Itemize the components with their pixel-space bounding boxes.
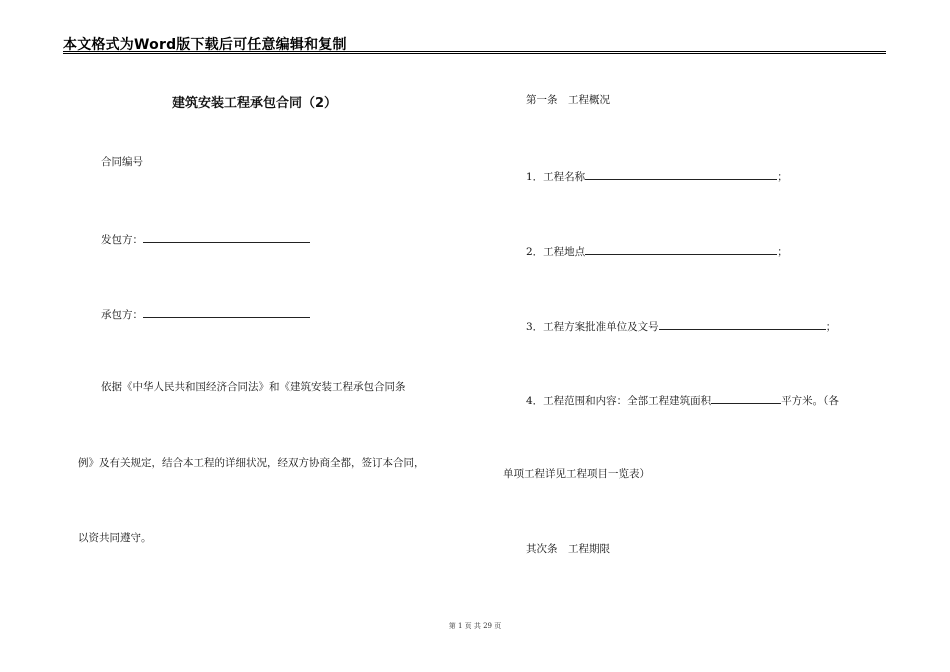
party-b-label: 承包方： <box>101 309 143 321</box>
paragraph-line-2: 例》及有关规定，结合本工程的详细状况，经双方协商全都，签订本合同， <box>78 457 425 469</box>
party-a-field <box>101 231 310 247</box>
article-2-heading: 其次条 工程期限 <box>526 543 610 555</box>
party-b-blank[interactable] <box>143 306 310 318</box>
paragraph-line-1: 依据《中华人民共和国经济合同法》和《建筑安装工程承包合同条 <box>101 381 406 393</box>
item-1-label: 1．工程名称 <box>526 171 586 183</box>
item-2-end: ； <box>777 246 788 258</box>
item-4-label: 4．工程范围和内容：全部工程建筑面积 <box>526 395 712 407</box>
item-1-field <box>526 168 788 184</box>
item-4-blank[interactable] <box>711 392 781 404</box>
header-rule <box>63 51 886 54</box>
item-1-end: ； <box>777 171 788 183</box>
contract-number-label: 合同编号 <box>101 156 143 168</box>
paragraph-line-3: 以资共同遵守。 <box>78 532 152 544</box>
item-3-label: 3．工程方案批准单位及文号 <box>526 321 659 333</box>
party-b-field <box>101 306 310 322</box>
item-2-field <box>526 243 788 259</box>
document-header: 本文格式为Word版下载后可任意编辑和复制 <box>63 37 347 53</box>
item-1-blank[interactable] <box>585 168 777 180</box>
item-3-field <box>526 318 836 334</box>
item-3-blank[interactable] <box>659 318 826 330</box>
item-3-end: ； <box>825 321 837 333</box>
item-4-tail: 平方米。（各 <box>781 395 839 407</box>
contract-title: 建筑安装工程承包合同（2） <box>172 96 338 111</box>
article-1-heading: 第一条 工程概况 <box>526 94 610 106</box>
item-2-blank[interactable] <box>585 243 777 255</box>
item-2-label: 2．工程地点 <box>526 246 586 258</box>
item-4-field <box>526 392 839 408</box>
page-footer: 第 1 页 共 29 页 <box>448 622 502 630</box>
party-a-blank[interactable] <box>143 231 310 243</box>
item-4-continuation: 单项工程详见工程项目一览表） <box>503 468 650 480</box>
party-a-label: 发包方： <box>101 234 143 246</box>
